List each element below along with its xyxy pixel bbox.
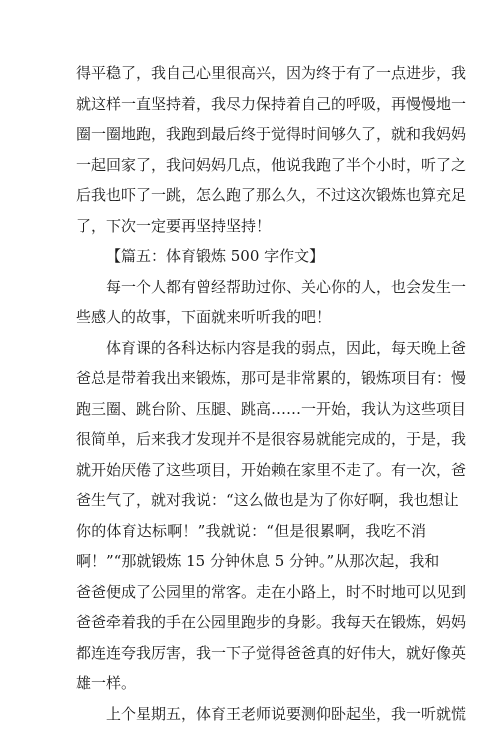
text-line: 些感人的故事，下面就来听听我的吧！ — [76, 302, 426, 333]
text-line: 就这样一直坚持着，我尽力保持着自己的呼吸，再慢慢地一 — [76, 89, 426, 120]
text-line: 都连连夸我厉害，我一下子觉得爸爸真的好伟大，就好像英 — [76, 638, 426, 669]
text-line: 上个星期五，体育王老师说要测仰卧起坐，我一听就慌 — [76, 699, 426, 729]
text-line: 爸生气了，就对我说：“这么做也是为了你好啊，我也想让 — [76, 485, 426, 516]
text-line: 啊！”“那就锻炼 15 分钟休息 5 分钟。”从那次起，我和 — [76, 546, 426, 577]
text-line: 每一个人都有曾经帮助过你、关心你的人，也会发生一 — [76, 272, 426, 303]
text-line: 爸总是带着我出来锻炼，那可是非常累的，锻炼项目有：慢 — [76, 363, 426, 394]
text-line: 体育课的各科达标内容是我的弱点，因此，每天晚上爸 — [76, 333, 426, 364]
text-line: 后我也吓了一跳，怎么跑了那么久，不过这次锻炼也算充足 — [76, 180, 426, 211]
text-line: 了，下次一定要再坚持坚持！ — [76, 211, 426, 242]
text-line: 就开始厌倦了这些项目，开始赖在家里不走了。有一次，爸 — [76, 455, 426, 486]
text-line: 你的体育达标啊！”我就说：“但是很累啊，我吃不消 — [76, 516, 426, 547]
text-line: 爸爸牵着我的手在公园里跑步的身影。我每天在锻炼，妈妈 — [76, 607, 426, 638]
text-line: 雄一样。 — [76, 668, 426, 699]
text-line: 跑三圈、跳台阶、压腿、跳高……一开始，我认为这些项目 — [76, 394, 426, 425]
text-line: 圈一圈地跑，我跑到最后终于觉得时间够久了，就和我妈妈 — [76, 119, 426, 150]
document-body — [76, 58, 426, 729]
text-line: 一起回家了，我问妈妈几点，他说我跑了半个小时，听了之 — [76, 150, 426, 181]
text-line: 爸爸便成了公园里的常客。走在小路上，时不时地可以见到 — [76, 577, 426, 608]
text-line: 得平稳了，我自己心里很高兴，因为终于有了一点进步，我 — [76, 58, 426, 89]
section-heading: 【篇五：体育锻炼 500 字作文】 — [76, 241, 426, 272]
text-line: 很简单，后来我才发现并不是很容易就能完成的，于是，我 — [76, 424, 426, 455]
